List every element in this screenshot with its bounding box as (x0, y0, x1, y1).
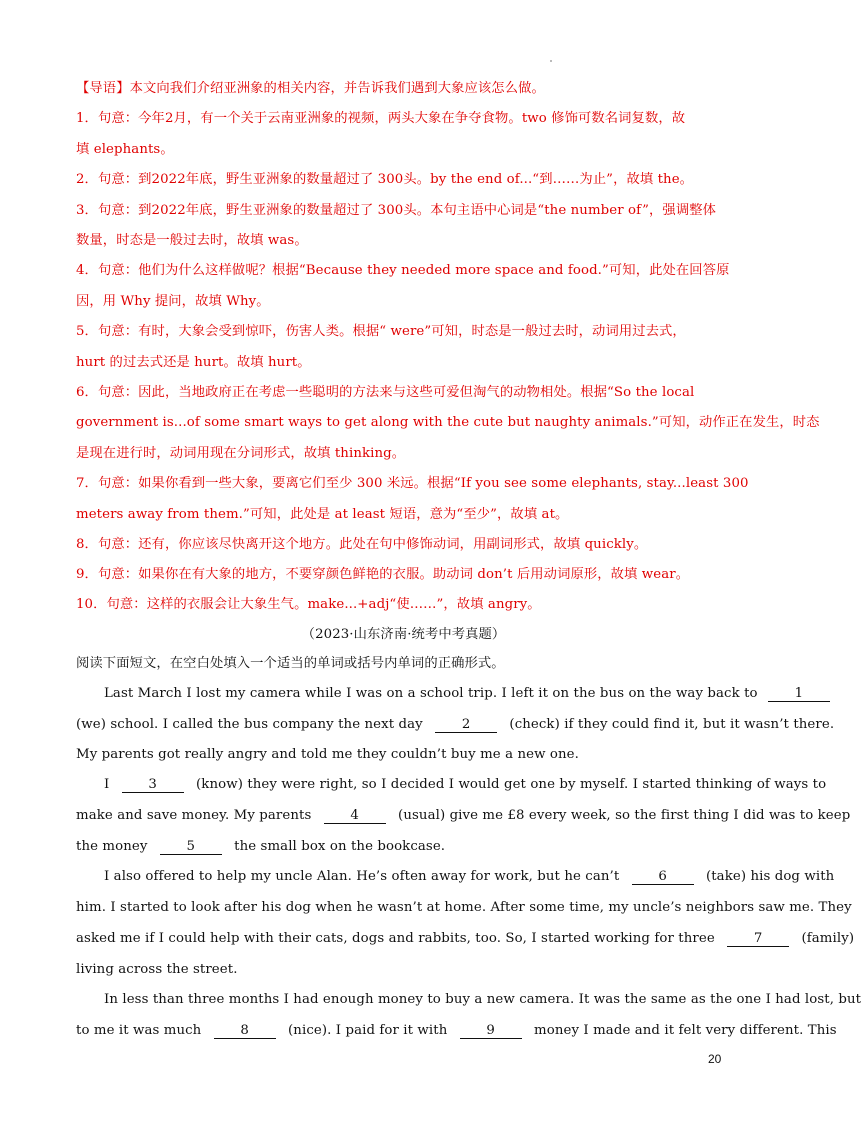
answer-5-line-1: 5．句意：有时，大象会受到惊吓，伤害人类。根据“ were”可知，时态是一般过去时，动词用过去式， (76, 324, 686, 339)
passage-text: money I made and it felt very different. This (534, 1023, 837, 1038)
passage-text: (nice). I paid for it with (288, 1023, 448, 1038)
blank-6: 6 (632, 869, 694, 885)
answer-7-line-1: 7．句意：如果你看到一些大象，要离它们至少 300 米远。根据“If you see some elephants, stay...least 300 (76, 476, 749, 491)
blank-7: 7 (727, 931, 789, 947)
blank-4: 4 (324, 808, 386, 824)
passage-text: to me it was much (76, 1023, 202, 1038)
passage-p2-line-3 (76, 838, 731, 856)
passage-text: (family) (801, 931, 855, 946)
passage-p3-line-1 (104, 868, 835, 886)
passage-text: the small box on the bookcase. (234, 839, 446, 854)
passage-text: I (104, 777, 110, 792)
passage-p1-line-2 (76, 716, 835, 734)
answer-1-line-1: 1．句意：今年2月，有一个关于云南亚洲象的视频，两头大象在争夺食物。two 修饰可数名词复数，故 (76, 111, 686, 126)
passage-p4-line-1: In less than three months I had enough money to buy a new camera. It was the same as the one I had lost, but (104, 992, 861, 1007)
passage-p3-line-4: living across the street. (76, 962, 238, 977)
passage-text: (know) they were right, so I decided I would get one by myself. I started thinking of ways to (196, 777, 827, 792)
source-citation: （2023·山东济南·统考中考真题） (301, 627, 506, 642)
instruction-text: 阅读下面短文，在空白处填入一个适当的单词或括号内单词的正确形式。 (76, 656, 505, 671)
passage-text: (usual) give me £8 every week, so the first thing I did was to keep (398, 808, 851, 823)
passage-p3-line-3 (76, 930, 855, 948)
passage-text: (check) if they could find it, but it wasn’t there. (509, 717, 835, 732)
answer-1-line-2: 填 elephants。 (76, 142, 174, 157)
decorative-dot (550, 60, 552, 62)
answer-9-line-1: 9．句意：如果你在有大象的地方，不要穿颜色鲜艳的衣服。助动词 don’t 后用动词原形，故填 wear。 (76, 567, 690, 582)
answer-6-line-3: 是现在进行时，动词用现在分词形式，故填 thinking。 (76, 446, 406, 461)
passage-p2-line-2 (76, 807, 851, 825)
answer-7-line-2: meters away from them.”可知，此处是 at least 短语，意为“至少”，故填 at。 (76, 507, 569, 522)
answer-4-line-1: 4．句意：他们为什么这样做呢？根据“Because they needed more space and food.”可知，此处在回答原 (76, 263, 730, 278)
passage-p2-line-1 (104, 776, 827, 794)
blank-5: 5 (160, 839, 222, 855)
answer-3-line-1: 3．句意：到2022年底，野生亚洲象的数量超过了 300头。本句主语中心词是“the number of”，强调整体 (76, 203, 717, 218)
passage-text: I also offered to help my uncle Alan. He’s often away for work, but he can’t (104, 869, 620, 884)
answer-10-line-1: 10．句意：这样的衣服会让大象生气。make...+adj“使……”，故填 angry。 (76, 597, 541, 612)
passage-text: the money (76, 839, 148, 854)
blank-1: 1 (768, 686, 830, 702)
passage-p1-line-1 (104, 685, 804, 703)
passage-text: (take) his dog with (705, 869, 835, 884)
answer-3-line-2: 数量，时态是一般过去时，故填 was。 (76, 233, 308, 248)
blank-3: 3 (122, 777, 184, 793)
passage-p1-line-3: My parents got really angry and told me they couldn’t buy me a new one. (76, 747, 579, 762)
passage-text: asked me if I could help with their cats, dogs and rabbits, too. So, I started working for three (76, 931, 715, 946)
passage-p4-line-2 (76, 1022, 837, 1040)
blank-9: 9 (460, 1023, 522, 1039)
passage-p3-line-2: him. I started to look after his dog when he wasn’t at home. After some time, my uncle’s neighbors saw me. They (76, 900, 852, 915)
guide-text: 【导语】本文向我们介绍亚洲象的相关内容，并告诉我们遇到大象应该怎么做。 (76, 81, 545, 96)
answer-6-line-2: government is...of some smart ways to get along with the cute but naughty animals.”可知，动作正在发生，时态 (76, 415, 820, 430)
answer-6-line-1: 6．句意：因此，当地政府正在考虑一些聪明的方法来与这些可爱但淘气的动物相处。根据“So the local (76, 385, 695, 400)
passage-text: Last March I lost my camera while I was on a school trip. I left it on the bus on the way back to (104, 686, 758, 701)
answer-5-line-2: hurt 的过去式还是 hurt。故填 hurt。 (76, 355, 311, 370)
passage-text: (we) school. I called the bus company the next day (76, 717, 423, 732)
answer-8-line-1: 8．句意：还有，你应该尽快离开这个地方。此处在句中修饰动词，用副词形式，故填 quickly。 (76, 537, 648, 552)
answer-2-line-1: 2．句意：到2022年底，野生亚洲象的数量超过了 300头。by the end of...“到……为止”，故填 the。 (76, 172, 694, 187)
answer-4-line-2: 因，用 Why 提问，故填 Why。 (76, 294, 270, 309)
blank-8: 8 (214, 1023, 276, 1039)
page-number: 20 (708, 1052, 722, 1066)
blank-2: 2 (435, 717, 497, 733)
passage-text: make and save money. My parents (76, 808, 312, 823)
